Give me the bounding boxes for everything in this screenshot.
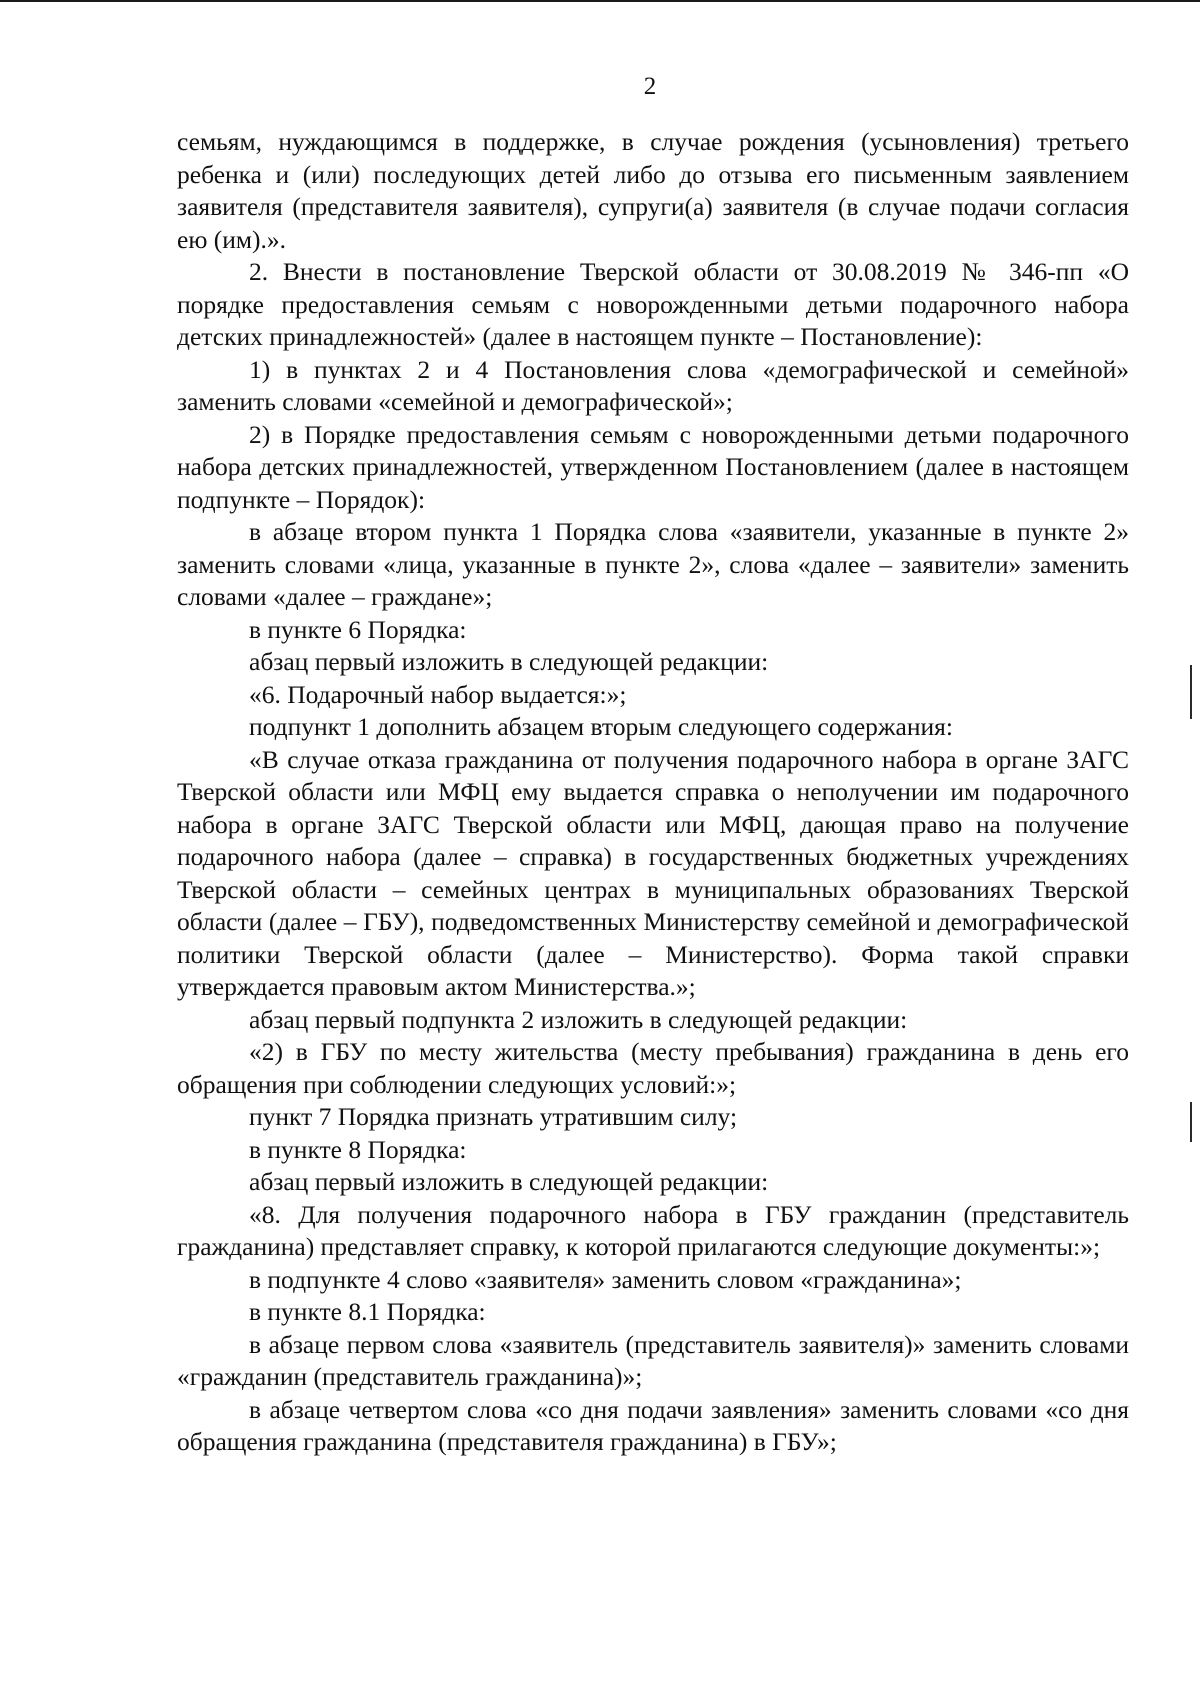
paragraph: абзац первый подпункта 2 изложить в следующей редакции: [249, 1004, 908, 1034]
paragraph: пункт 7 Порядка признать утратившим силу; [249, 1102, 738, 1131]
paragraph: «2) в ГБУ по месту жительства (месту пребывания) гражданина в день его обращения при соблюдении следующих условий:»; [177, 1037, 1129, 1099]
paragraph: 1) в пунктах 2 и 4 Постановления слова «демографической и семейной» заменить словами «семейной и демографической»; [177, 354, 1129, 416]
paragraph: в пункте 6 Порядка: [249, 614, 467, 644]
paragraph: в пункте 8 Порядка: [249, 1134, 467, 1164]
paragraph: подпункт 1 дополнить абзацем вторым следующего содержания: [249, 712, 953, 741]
paragraph: в абзаце втором пункта 1 Порядка слова «заявители, указанные в пункте 2» заменить словами «лица, указанные в пункте 2», слова «далее – заявители» заменить словами «далее – граждане»; [177, 517, 1129, 611]
scan-border-right-mark [1190, 1102, 1192, 1142]
paragraph: 2) в Порядке предоставления семьям с новорожденными детьми подарочного набора детских принадлежностей, утвержденном Постановлением (далее в настоящем подпункте – Порядок): [177, 419, 1129, 514]
scan-border-right-mark [1190, 665, 1192, 719]
paragraph: в абзаце четвертом слова «со дня подачи заявления» заменить словами «со дня обращения гражданина (представителя гражданина) в ГБУ»; [177, 1394, 1129, 1456]
page-number: 2 [643, 73, 657, 100]
paragraph: «В случае отказа гражданина от получения подарочного набора в органе ЗАГС Тверской области или МФЦ ему выдается справка о неполучении им подарочного набора в органе ЗАГС Тверской области или МФЦ, дающая право на получение подарочного набора (далее – справка) в государственных бюджетных учреждениях Тверской области – семейных центрах в муниципальных образованиях Тверской области (далее – ГБУ), подведомственных Министерству семейной и демографической политики Тверской области (далее – Министерство). Форма такой справки утверждается правовым актом Министерства.»; [177, 744, 1129, 1001]
paragraph: в абзаце первом слова «заявитель (представитель заявителя)» заменить словами «гражданин (представитель гражданина)»; [177, 1329, 1129, 1391]
paragraph: абзац первый изложить в следующей редакции: [249, 1167, 769, 1196]
scan-border-top [0, 0, 1200, 2]
paragraph: «8. Для получения подарочного набора в ГБУ гражданин (представитель гражданина) представляет справку, к которой прилагаются следующие документы:»; [177, 1199, 1129, 1261]
paragraph: «6. Подарочный набор выдается:»; [249, 679, 627, 709]
paragraph: абзац первый изложить в следующей редакции: [249, 647, 769, 676]
paragraph: 2. Внести в постановление Тверской области от 30.08.2019 № 346-пп «О порядке предоставления семьям с новорожденными детьми подарочного набора детских принадлежностей» (далее в настоящем пункте – Постановление): [177, 257, 1129, 351]
paragraph: в пункте 8.1 Порядка: [249, 1297, 486, 1326]
paragraph: в подпункте 4 слово «заявителя» заменить словом «гражданина»; [249, 1264, 962, 1294]
document-body [177, 126, 1129, 1459]
paragraph: семьям, нуждающимся в поддержке, в случае рождения (усыновления) третьего ребенка и (или) последующих детей либо до отзыва его письменным заявлением заявителя (представителя заявителя), супруги(а) заявителя (в случае подачи согласия ею (им).». [177, 127, 1129, 254]
